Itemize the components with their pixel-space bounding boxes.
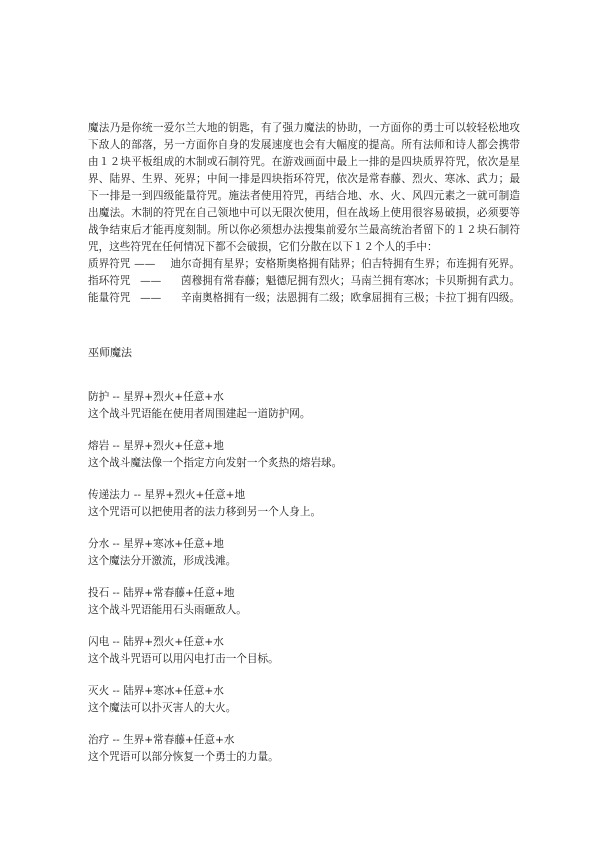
spell-formula: 灭火 -- 陆界+寒冰+任意+水: [88, 685, 224, 697]
rune-text: 迪尔奇拥有星界；安格斯奥格拥有陆界；伯吉特拥有生界；布连拥有死界。: [170, 258, 520, 270]
spell-item: [88, 487, 528, 536]
rune-dash: ——: [140, 292, 162, 304]
spell-item: [88, 438, 528, 487]
intro-section: [88, 120, 520, 307]
spell-item: [88, 732, 528, 781]
spell-description: 这个魔法可以扑灭害人的大火。: [88, 702, 237, 714]
spell-formula: 传递法力 -- 星界+烈火+任意+地: [88, 489, 246, 501]
rune-label: 质界符咒: [88, 258, 131, 270]
rune-row-realm: [88, 256, 520, 273]
spell-formula: 治疗 -- 生界+常春藤+任意+水: [88, 734, 235, 746]
rune-row-power: [88, 290, 520, 307]
spell-description: 这个战斗咒语可以用闪电打击一个目标。: [88, 653, 279, 665]
spell-item: [88, 683, 528, 732]
rune-list: [88, 256, 520, 307]
rune-row-ring: [88, 273, 520, 290]
spell-formula: 闪电 -- 陆界+烈火+任意+水: [88, 636, 224, 648]
spell-formula: 投石 -- 陆界+常春藤+任意+地: [88, 587, 235, 599]
spell-formula: 防护 -- 星界+烈火+任意+水: [88, 391, 224, 403]
rune-text: 茵穆拥有常春藤；魁德尼拥有烈火；马南兰拥有寒冰；卡贝斯拥有武力。: [181, 275, 520, 287]
spell-description: 这个咒语可以部分恢复一个勇士的力量。: [88, 751, 279, 763]
spell-description: 这个魔法分开激流，形成浅滩。: [88, 555, 237, 567]
spell-description: 这个战斗咒语能在使用者周围建起一道防护网。: [88, 408, 311, 420]
spell-item: [88, 634, 528, 683]
section-title: 巫师魔法: [88, 346, 132, 359]
rune-dash: ——: [134, 258, 156, 270]
spell-description: 这个战斗咒语能用石头雨砸敌人。: [88, 604, 247, 616]
spell-description: 这个战斗魔法像一个指定方向发射一个炙热的熔岩球。: [88, 457, 343, 469]
spell-description: 这个咒语可以把使用者的法力移到另一个人身上。: [88, 506, 322, 518]
spell-item: [88, 585, 528, 634]
spell-formula: 分水 -- 星界+寒冰+任意+地: [88, 538, 224, 550]
spell-list: [88, 389, 528, 781]
spell-formula: 熔岩 -- 星界+烈火+任意+地: [88, 440, 224, 452]
spell-item: [88, 536, 528, 585]
rune-label: 能量符咒: [88, 292, 131, 304]
rune-dash: ——: [140, 275, 162, 287]
intro-paragraph: 魔法乃是你统一爱尔兰大地的钥匙，有了强力魔法的协助，一方面你的勇士可以较轻松地攻下敌人的部落，另一方面你自身的发展速度也会有大幅度的提高。所有法师和诗人都会携带由１２块平板组成的木制或石制符咒。在游戏画面中最上一排的是四块质界符咒，依次是星界、陆界、生界、死界；中间一排是四块指环符咒，依次是常春藤、烈火、寒冰、武力；最下一排是一到四级能量符咒。施法者使用符咒，再结合地、水、火、风四元素之一就可制造出魔法。木制的符咒在自己领地中可以无限次使用，但在战场上使用很容易破损，必须要等战争结束后才能再度刻制。所以你必须想办法搜集前爱尔兰最高统治者留下的１２块石制符咒，这些符咒在任何情况下都不会破损，它们分散在以下１２个人的手中：: [88, 122, 520, 253]
rune-text: 辛南奥格拥有一级；法恩拥有二级；欧拿屈拥有三极；卡拉丁拥有四级。: [181, 292, 520, 304]
spell-item: [88, 389, 528, 438]
rune-label: 指环符咒: [88, 275, 131, 287]
